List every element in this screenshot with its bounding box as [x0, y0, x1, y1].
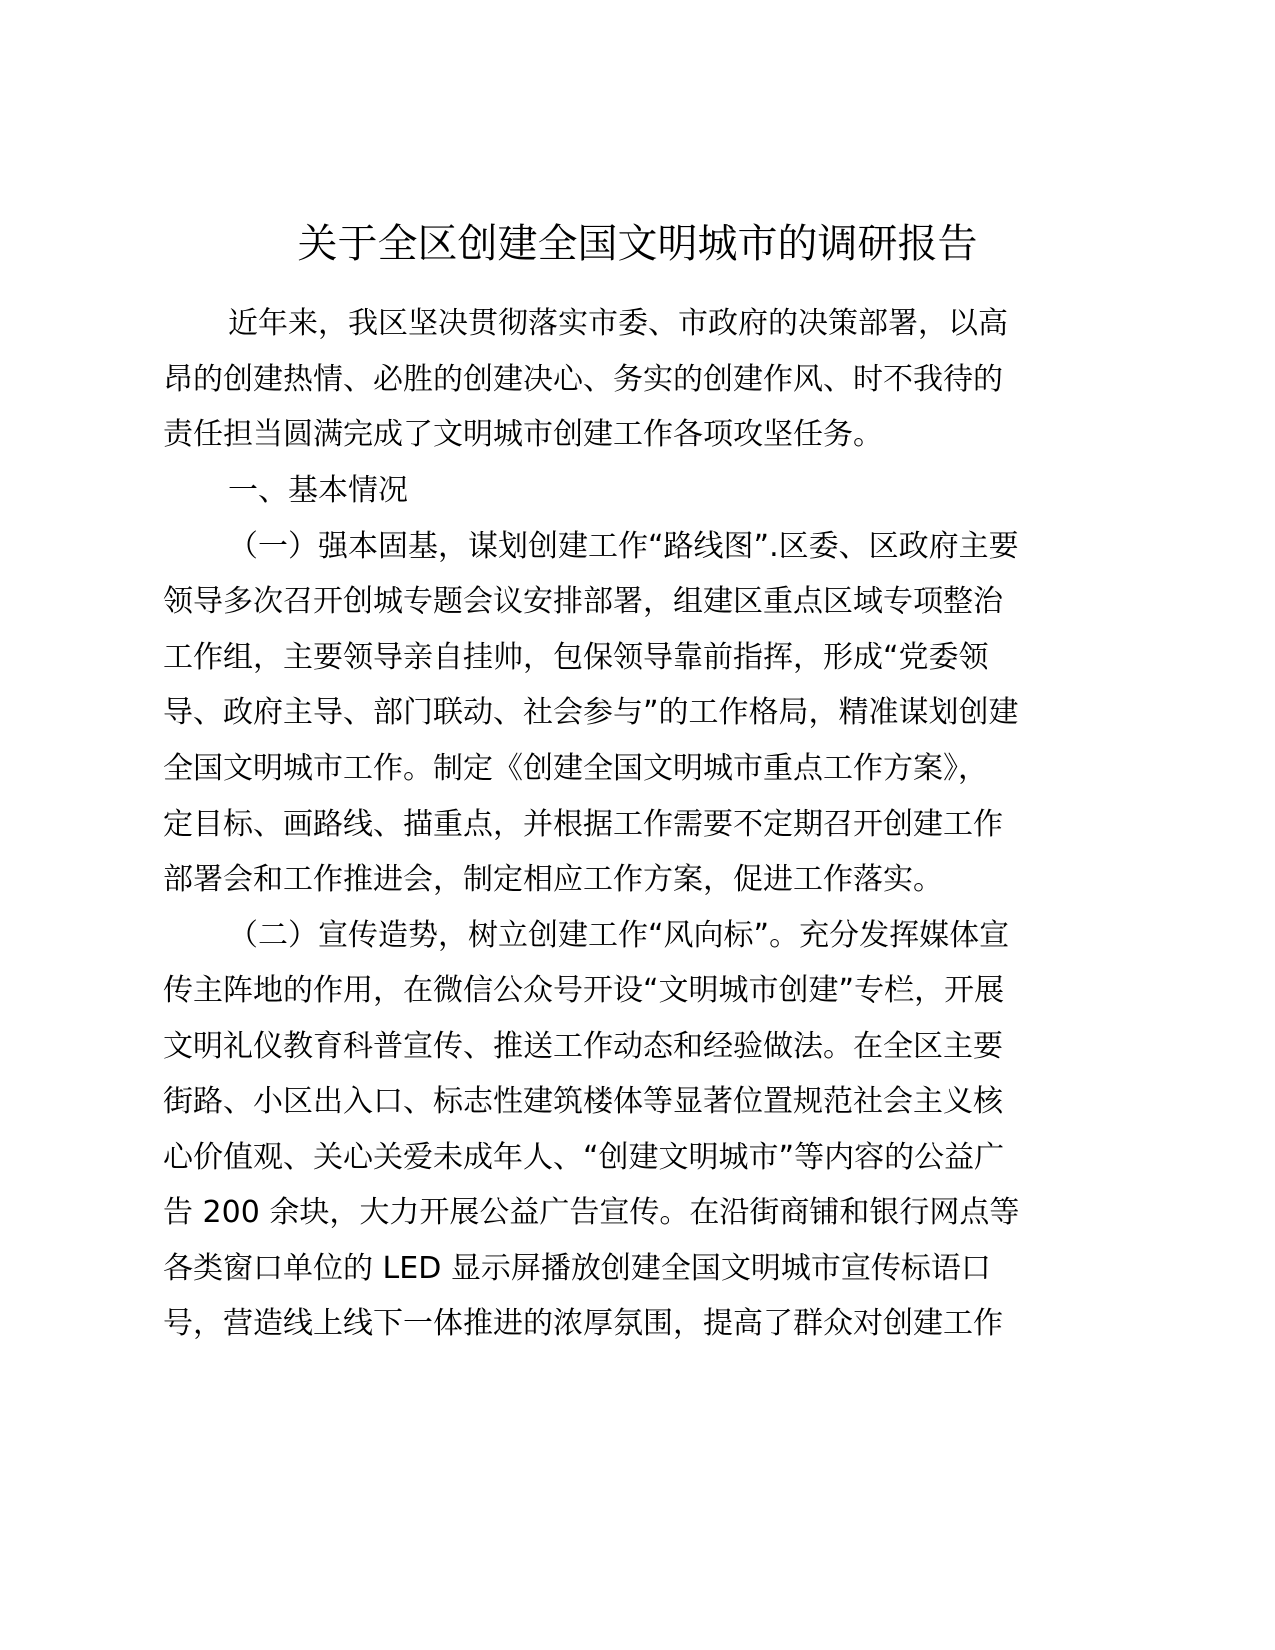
body-line: 号，营造线上线下一体推进的浓厚氛围，提高了群众对创建工作 [163, 1306, 1003, 1341]
body-line: 各类窗口单位的 LED 显示屏播放创建全国文明城市宣传标语口 [163, 1251, 991, 1286]
body-line: 文明礼仪教育科普宣传、推送工作动态和经验做法。在全区主要 [163, 1029, 1003, 1064]
body-line: 心价值观、关心关爱未成年人、“创建文明城市”等内容的公益广 [163, 1140, 1005, 1175]
body-line: 定目标、画路线、描重点，并根据工作需要不定期召开创建工作 [163, 807, 1003, 842]
body-line: 街路、小区出入口、标志性建筑楼体等显著位置规范社会主义核 [163, 1084, 1003, 1119]
body-line: 传主阵地的作用，在微信公众号开设“文明城市创建”专栏，开展 [163, 973, 1005, 1008]
body-line: 导、政府主导、部门联动、社会参与”的工作格局，精准谋划创建 [163, 695, 1019, 730]
body-line: 近年来，我区坚决贯彻落实市委、市政府的决策部署，以高 [228, 306, 1008, 341]
body-line: 工作组，主要领导亲自挂帅，包保领导靠前指挥，形成“党委领 [163, 640, 989, 675]
body-line: 全国文明城市工作。制定《创建全国文明城市重点工作方案》， [163, 751, 988, 786]
body-line: （一）强本固基，谋划创建工作“路线图”.区委、区政府主要 [228, 529, 1019, 564]
body-line: （二）宣传造势，树立创建工作“风向标”。充分发挥媒体宣 [228, 918, 1010, 953]
body-line: 部署会和工作推进会，制定相应工作方案，促进工作落实。 [163, 862, 943, 897]
body-line: 昂的创建热情、必胜的创建决心、务实的创建作风、时不我待的 [163, 362, 1003, 397]
section-heading: 一、基本情况 [228, 473, 408, 508]
body-line: 责任担当圆满完成了文明城市创建工作各项攻坚任务。 [163, 417, 883, 452]
body-line: 领导多次召开创城专题会议安排部署，组建区重点区域专项整治 [163, 584, 1003, 619]
body-line: 告 200 余块，大力开展公益广告宣传。在沿街商铺和银行网点等 [163, 1195, 1020, 1230]
document-title: 关于全区创建全国文明城市的调研报告 [297, 221, 978, 267]
